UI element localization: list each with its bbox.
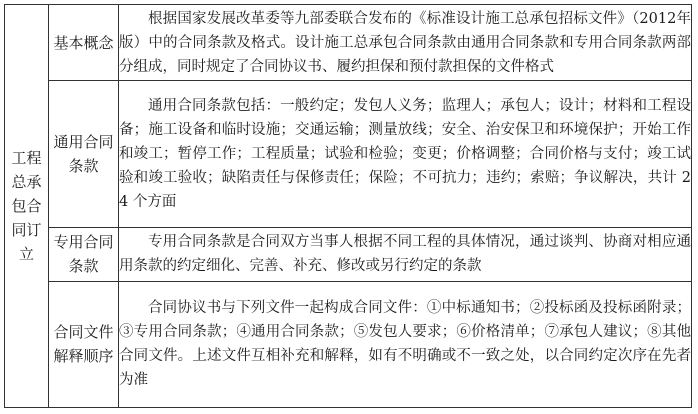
table-row (5, 5, 692, 81)
table-row (5, 281, 692, 407)
row-label-special-terms: 专用合同条款 (49, 227, 119, 281)
row-content-general-terms: 通用合同条款包括：一般约定；发包人义务；监理人；承包人；设计；材料和工程设备；施工设备和临时设施；交通运输；测量放线；安全、治安保卫和环境保护；开始工作和竣工；暂停工作；工程质量；试验和检验；变更；价格调整；合同价格与支付；竣工试验和竣工验收；缺陷责任与保修责任；保险；不可抗力；违约；索赔；争议解决，共计 24 个方面 (119, 81, 692, 227)
row-content-document-order: 合同协议书与下列文件一起构成合同文件：①中标通知书；②投标函及投标函附录；③专用合同条款；④通用合同条款；⑤发包人要求；⑥价格清单；⑦承包人建议；⑧其他合同文件。上述文件互相补充和解释，如有不明确或不一致之处，以合同约定次序在先者为准 (119, 281, 692, 407)
row-content-special-terms: 专用合同条款是合同双方当事人根据不同工程的具体情况，通过谈判、协商对相应通用条款的约定细化、完善、补充、修改或另行约定的条款 (119, 227, 692, 281)
row-label-general-terms: 通用合同条款 (49, 81, 119, 227)
table-row (5, 227, 692, 281)
row-label-basic-concept: 基本概念 (49, 5, 119, 81)
table-row (5, 81, 692, 227)
category-cell: 工程总承包合同订立 (5, 5, 49, 408)
contract-info-table (4, 4, 692, 408)
row-content-basic-concept: 根据国家发展改革委等九部委联合发布的《标准设计施工总承包招标文件》（2012年版）中的合同条款及格式。设计施工总承包合同条款由通用合同条款和专用合同条款两部分组成，同时规定了合同协议书、履约担保和预付款担保的文件格式 (119, 5, 692, 81)
row-label-document-order: 合同文件解释顺序 (49, 281, 119, 407)
